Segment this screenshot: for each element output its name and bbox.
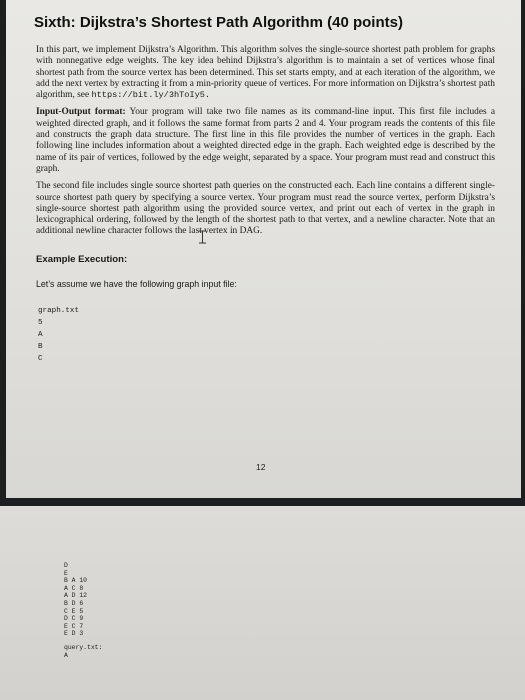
example-heading: Example Execution:	[36, 253, 128, 265]
graph-line: 5	[38, 318, 43, 327]
query-filename: query.txt:	[64, 643, 103, 651]
document-page-2	[0, 506, 525, 700]
section-title: Sixth: Dijkstra’s Shortest Path Algorithm (40 points)	[34, 14, 403, 31]
graph-line: C E 5	[64, 607, 84, 615]
reference-link[interactable]: https://bit.ly/3hToIy5.	[91, 90, 211, 101]
graph-line: E C 7	[64, 622, 84, 630]
graph-file-block	[38, 305, 495, 365]
graph-line: A C 8	[64, 584, 84, 592]
io-format-text: Your program will take two file names as its command-line input. This first file includes a weighted directed graph, and it follows the same format from parts 2 and 4. Your program reads the contents of this file and constructs the graph data structure. The first line in this file provides the number of vertices in the graph. Each following line includes information about a weighted directed edge in the graph. Each weighted edge is described by the name of its pair of vertices, followed by the edge weight, separated by a space. Your program must read and construct this graph.	[36, 107, 495, 174]
second-file-text-a: The second file includes single source shortest path queries on the constructed each. Each line contains a different single-source shortest path query by specifying a source vertex. Your program must read the source vertex, perform Dijkstra’s single-source shortest path algorithm using the provided source vertex, and print out each of vertex in the graph in lexicographical ordering, followed by the length of the shortest path to that vertex, and a newline character. Note that an additional newline character follows the last	[36, 181, 495, 237]
graph-line: A D 12	[64, 592, 88, 600]
graph-line: E D 3	[64, 630, 84, 638]
second-file-text-b: vertex in DAG.	[204, 226, 263, 237]
graph-line: B A 10	[64, 577, 88, 585]
graph-line: A	[38, 330, 43, 339]
graph-file-continued	[64, 562, 525, 659]
example-lead: Let’s assume we have the following graph input file:	[36, 278, 237, 289]
query-line: A	[64, 651, 68, 659]
intro-paragraph	[36, 45, 495, 101]
graph-line: B D 6	[64, 599, 84, 607]
intro-text: In this part, we implement Dijkstra’s Algorithm. This algorithm solves the single-source shortest path problem for graphs with nonnegative edge weights. The key idea behind Dijkstra’s algorithm is to maintain a set of vertices whose final shortest path from the source vertex has been determined. This set starts empty, and at each iteration of the algorithm, we add the next vertex by extracting it from a min-priority queue of vertices. For more information on Dijkstra’s shortest path algorithm, see	[36, 45, 495, 101]
page-number: 12	[256, 462, 266, 472]
graph-line: D C 9	[64, 615, 84, 623]
graph-filename: graph.txt	[38, 306, 80, 315]
graph-line: D	[64, 562, 68, 569]
io-format-label: Input-Output format:	[36, 107, 126, 118]
graph-line: B	[38, 342, 43, 351]
graph-line: E	[64, 569, 68, 577]
document-page-1	[6, 0, 521, 498]
second-file-paragraph	[36, 181, 495, 237]
graph-line: C	[38, 354, 43, 363]
io-format-paragraph	[36, 107, 495, 175]
